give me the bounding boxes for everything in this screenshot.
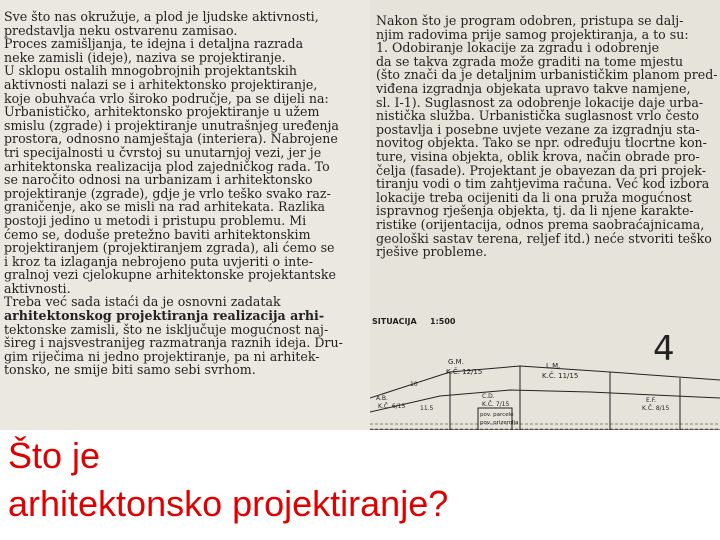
text-line: arhitektonskog projektiranja realizacija arhi- <box>4 308 325 324</box>
left-text-column <box>0 0 370 430</box>
text-line: tonsko, ne smije biti samo sebi svrhom. <box>4 362 256 378</box>
text-line: Sve što nas okružuje, a plod je ljudske aktivnosti, <box>4 9 319 24</box>
plot-label: E.F. <box>646 397 657 404</box>
text-line: šireg i najsvestranijeg razmatranja raznih ideja. Dru- <box>4 335 343 351</box>
text-line: aktivnosti. <box>4 280 71 296</box>
text-line: 1. Odobiranje lokacije za zgradu i odobrenje <box>376 40 660 56</box>
text-line: projektiranjem (projektiranjem zgrada), ali ćemo se <box>4 240 335 256</box>
text-line: viđena izgradnja objekata upravo takve namjene, <box>376 80 691 96</box>
text-line: ispravnog rješenja objekta, tj. da li njene karakte- <box>376 203 694 219</box>
text-line: (što znači da je detaljnim urbanističkim planom pred- <box>376 67 718 83</box>
site-plan-figure <box>370 312 720 430</box>
text-line: Treba već sada istaći da je osnovni zadatak <box>4 294 281 310</box>
plot-label: pov. prizemlja <box>480 420 519 426</box>
plot-label: pov. parcele <box>480 412 514 418</box>
plot-label: K.Č. 11/15 <box>542 372 579 380</box>
plot-label: K.Č. 7/15 <box>482 401 510 408</box>
text-line: neke zamisli (ideje), naziva se projektiranje. <box>4 49 286 65</box>
text-line: koje obuhvaća vrlo široko područje, pa se dijeli na: <box>4 90 329 106</box>
text-line: projektiranje (zgrade), gdje je vrlo teško svako raz- <box>4 185 331 201</box>
text-line: postavlja i posebne uvjete vezane za izgradnju sta- <box>376 121 700 137</box>
text-line: lokacije treba ocijeniti da li ona pruža mogućnost <box>376 189 692 205</box>
caption-line: Što je <box>8 435 101 476</box>
text-line: sl. I-1). Suglasnost za odobrenje lokacije daje urba- <box>376 94 704 110</box>
text-line: Nakon što je program odobren, pristupa se dalj- <box>376 13 684 28</box>
text-line: ćemo se, doduše pretežno baviti arhitektonskim <box>4 226 311 242</box>
text-line: prostora, odnosno namještaja (interiera). Nabrojene <box>4 131 338 147</box>
caption-line: arhitektonsko projektiranje? <box>8 483 449 524</box>
text-line: postoji jedino u metodi i pristupu problemu. Mi <box>4 212 307 228</box>
figure-scale: 1:500 <box>430 317 456 326</box>
dimension-label: 10 <box>410 381 418 388</box>
text-line: tiranju vodi o tim zahtjevima računa. Već kod izbora <box>376 176 710 192</box>
text-line: i kroz ta izlaganja nebrojeno puta uvjeriti o inte- <box>4 253 314 269</box>
text-line: njim radovima prije samog projektiranja, a to su: <box>376 26 689 42</box>
text-line: nistička služba. Urbanistička suglasnost vrlo često <box>376 108 700 124</box>
text-line: se naročito odnosi na urbanizam i arhitektonsko <box>4 172 313 188</box>
text-line: ture, visina objekta, oblik krova, način obrade pro- <box>376 148 700 164</box>
text-line: rješive probleme. <box>376 244 488 260</box>
text-line: Urbanističko, arhitektonsko projektiranje u užem <box>4 104 320 120</box>
figure-title: SITUACIJA <box>372 317 417 326</box>
text-line: arhitektonska realizacija plod zajedničkog rada. To <box>4 158 330 174</box>
dimension-label: 11.5 <box>420 405 434 412</box>
text-line: smislu (zgrade) i projektiranje unutrašnjeg uređenja <box>4 117 339 133</box>
text-line: čelja (fasade). Projektant je obavezan da pri projek- <box>376 162 706 178</box>
plot-label: K.Č. 8/15 <box>642 405 670 412</box>
plot-label: A.B. <box>376 395 388 402</box>
slide-caption <box>8 432 712 528</box>
north-mark: 4 <box>653 329 675 369</box>
plot-label: K.Č. 12/15 <box>446 368 483 376</box>
text-line: tektonske zamisli, što ne isključuje mogućnost naj- <box>4 321 329 337</box>
text-line: ristike (orijentacija, odnos prema saobraćajnicama, <box>376 216 705 232</box>
text-line: Proces zamišljanja, te idejna i detaljna razrada <box>4 36 304 52</box>
text-line: gim riječima ni jedno projektiranje, pa ni arhitek- <box>4 348 320 364</box>
plot-label: C.D. <box>482 393 495 400</box>
text-line: novitog objekta. Tako se npr. određuju tlocrtne kon- <box>376 135 707 151</box>
text-line: geološki sastav terena, reljef itd.) neće stvoriti teško <box>376 230 712 246</box>
plot-label: L.M. <box>546 362 561 370</box>
text-line: U sklopu ostalih mnogobrojnih projektantskih <box>4 63 298 79</box>
text-line: da se takva zgrada može graditi na tome mjestu <box>376 53 684 69</box>
text-line: tri specijalnosti u čvrstoj su unutarnjoj vezi, jer je <box>4 144 322 160</box>
text-line: aktivnosti nalazi se i arhitektonsko projektiranje, <box>4 76 318 92</box>
plot-label: K.Č. 6/15 <box>378 403 406 410</box>
text-line: gralnoj vezi cjelokupne arhitektonske projektantske <box>4 267 336 283</box>
text-line: predstavlja neku ostvarenu zamisao. <box>4 22 238 38</box>
plot-label: G.M. <box>448 358 464 366</box>
text-line: graničenje, ako se misli na rad arhitekata. Razlika <box>4 199 326 215</box>
